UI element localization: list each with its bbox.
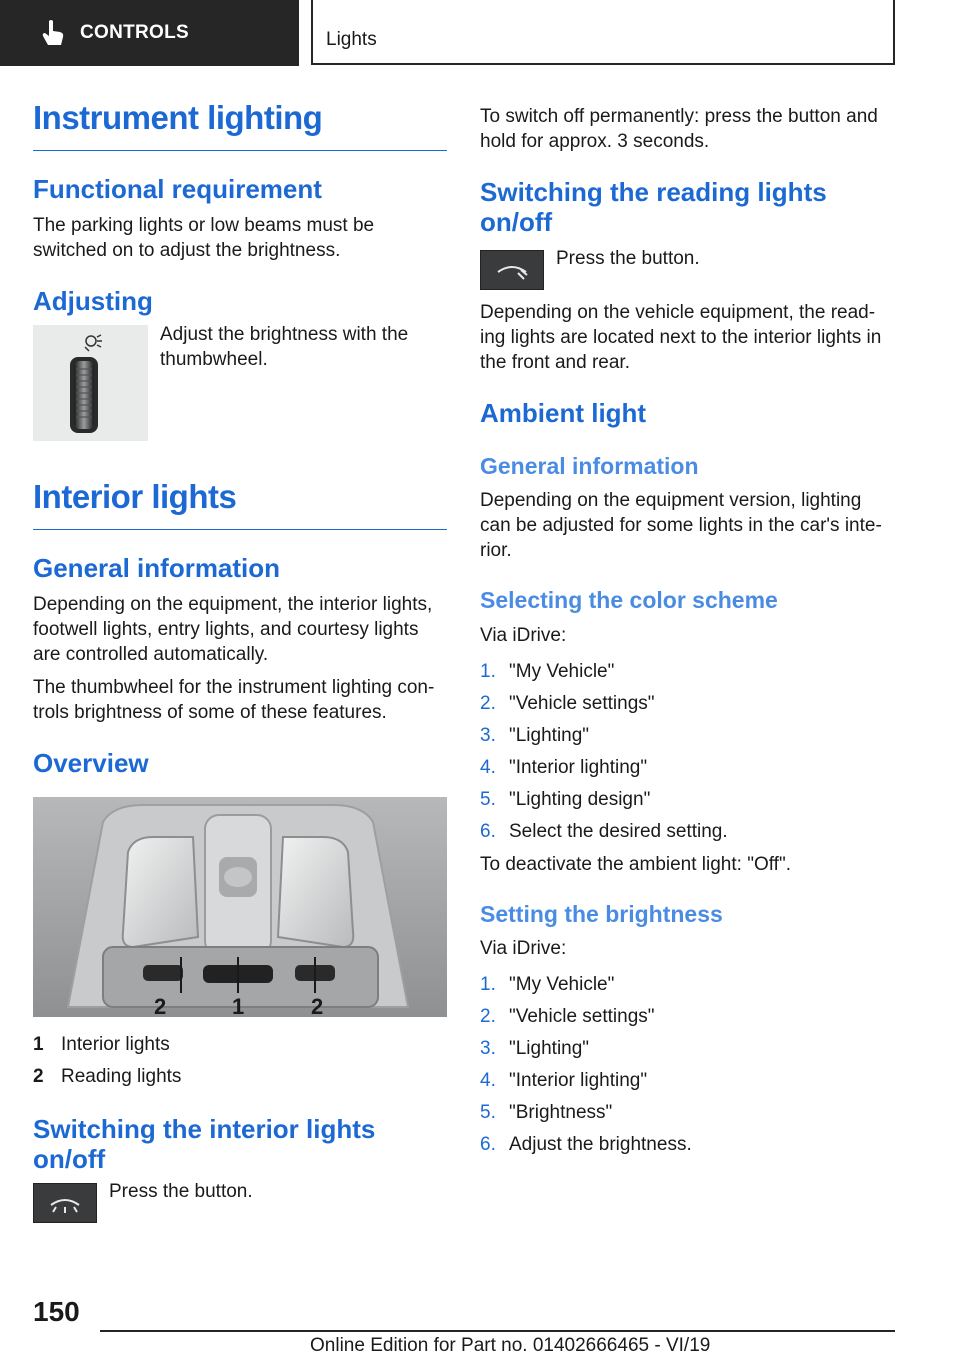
- page-header: [0, 0, 960, 66]
- heading-ambient-general: General information: [480, 452, 699, 479]
- page-number: 150: [33, 1296, 80, 1327]
- callout-2-left: 2: [154, 994, 167, 1018]
- left-column: [33, 100, 447, 1223]
- title-instrument-lighting: Instrument lighting: [33, 100, 447, 151]
- text-switch-interior: Press the button.: [109, 1180, 253, 1202]
- heading-switch-interior: Switching the interior lights on/off: [33, 1114, 376, 1175]
- overview-figure: [33, 797, 447, 1017]
- callout-2-right: 2: [311, 994, 324, 1018]
- text-reading-button: Press the button.: [556, 247, 700, 269]
- text-ambient-general: Depending on the equipment version, lighting can be adjusted for some lights in the car's inte-rior.: [480, 490, 882, 562]
- heading-adjusting: Adjusting: [33, 286, 153, 317]
- brightness-steps-list: [480, 969, 894, 1161]
- legend-item: 2 Reading lights: [33, 1066, 182, 1088]
- legend-item: 1 Interior lights: [33, 1034, 170, 1056]
- color-steps-list: [480, 656, 894, 848]
- title-interior-lights: Interior lights: [33, 479, 447, 530]
- list-item: 2. "Vehicle settings": [480, 692, 655, 714]
- chapter-label: Lights: [326, 29, 377, 50]
- heading-color-scheme: Selecting the color scheme: [480, 587, 778, 614]
- list-item: 5. "Brightness": [480, 1102, 613, 1124]
- section-label: CONTROLS: [80, 22, 190, 43]
- right-column: [480, 104, 894, 1165]
- list-item: 1. "My Vehicle": [480, 974, 615, 996]
- heading-general-information: General information: [33, 553, 281, 584]
- text-functional-requirement: The parking lights or low beams must be switched on to adjust the brightness.: [33, 215, 375, 262]
- interior-button-row: [33, 1180, 447, 1223]
- text-general-2: The thumbwheel for the instrument lighting con-trols brightness of some of these features.: [33, 677, 435, 724]
- reading-button-row: [480, 247, 894, 290]
- text-color-via: Via iDrive:: [480, 624, 567, 646]
- list-item: 5. "Lighting design": [480, 788, 651, 810]
- list-item: 6. Select the desired setting.: [480, 820, 728, 842]
- adjusting-row: [33, 325, 447, 441]
- text-deactivate: To deactivate the ambient light: "Off".: [480, 853, 791, 875]
- heading-functional-requirement: Functional requirement: [33, 174, 322, 205]
- list-item: 1. "My Vehicle": [480, 660, 615, 682]
- list-item: 6. Adjust the brightness.: [480, 1134, 692, 1156]
- chapter-box: [311, 0, 895, 65]
- heading-brightness: Setting the brightness: [480, 900, 723, 927]
- hand-pointer-icon: [40, 19, 66, 47]
- text-switch-off: To switch off permanently: press the button and hold for approx. 3 seconds.: [480, 106, 878, 152]
- text-general-1: Depending on the equipment, the interior lights, footwell lights, entry lights, and courtesy lights are controlled automatically.: [33, 594, 433, 666]
- reading-light-button-icon: [480, 250, 544, 290]
- list-item: 4. "Interior lighting": [480, 756, 648, 778]
- footer-edition: Online Edition for Part no. 01402666465 - VI/19: [310, 1335, 711, 1356]
- interior-light-button-icon: [33, 1183, 97, 1223]
- heading-ambient-light: Ambient light: [480, 397, 647, 428]
- footer-divider: [100, 1330, 895, 1332]
- heading-reading-lights: Switching the reading lights on/off: [480, 177, 827, 237]
- thumbwheel-icon: [33, 325, 148, 441]
- list-item: 3. "Lighting": [480, 724, 590, 746]
- callout-1: 1: [232, 994, 245, 1018]
- list-item: 4. "Interior lighting": [480, 1070, 648, 1092]
- text-brightness-via: Via iDrive:: [480, 938, 567, 960]
- list-item: 3. "Lighting": [480, 1038, 590, 1060]
- text-adjusting: Adjust the brightness with the thumbwheel.: [160, 324, 409, 371]
- text-reading: Depending on the vehicle equipment, the read-ing lights are located next to the interior lights in the front and rear.: [480, 301, 882, 373]
- heading-overview: Overview: [33, 748, 149, 779]
- section-tab: [0, 0, 299, 66]
- list-item: 2. "Vehicle settings": [480, 1006, 655, 1028]
